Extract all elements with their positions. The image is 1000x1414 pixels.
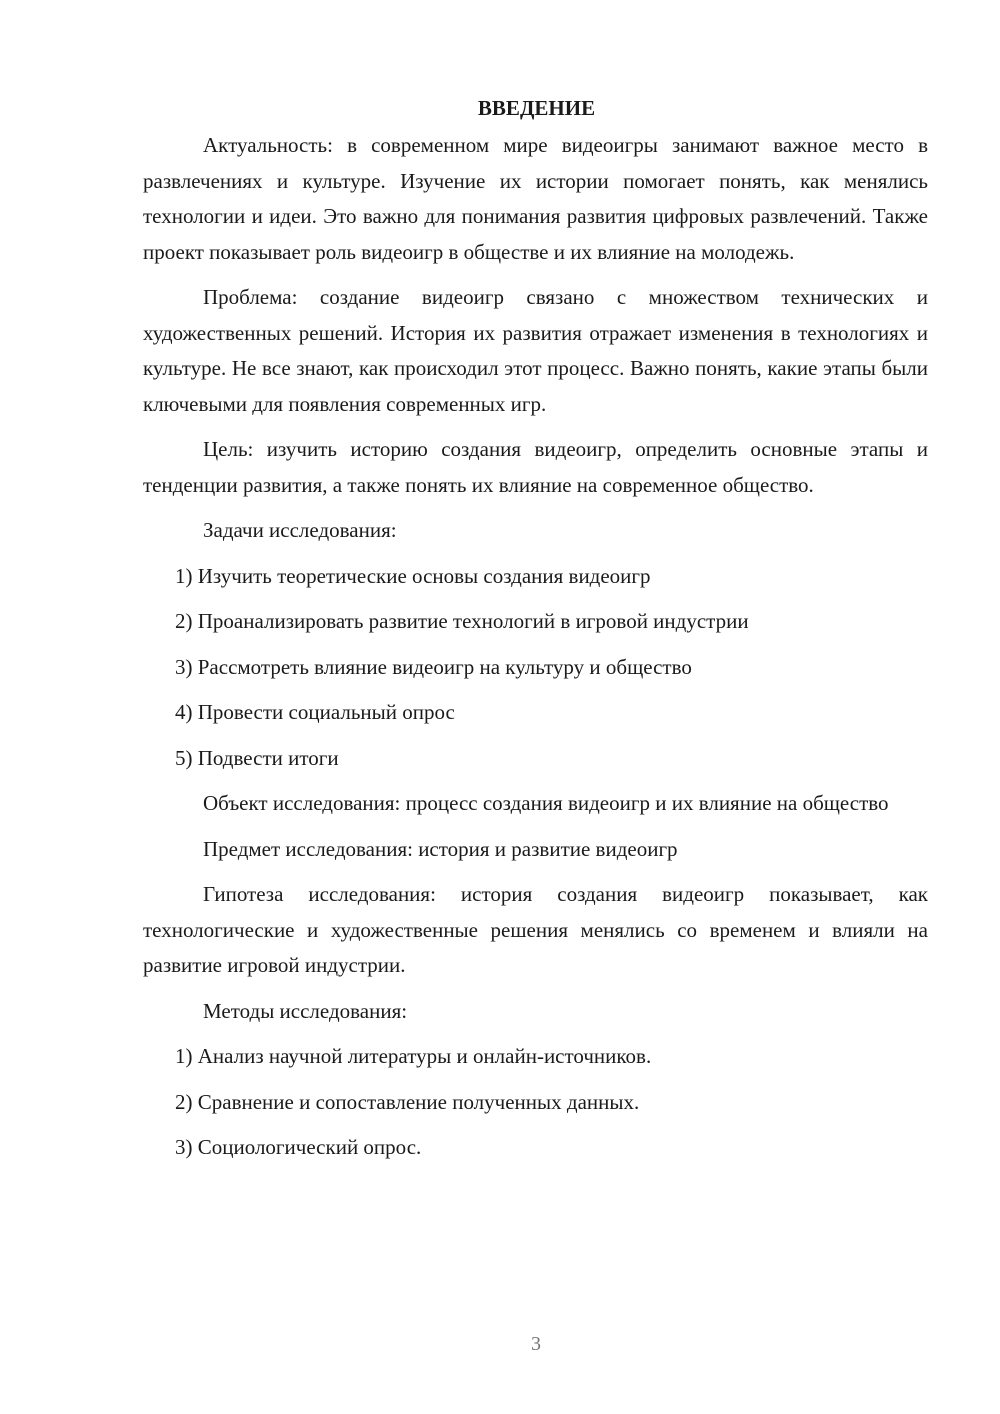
subject-paragraph: Предмет исследования: история и развитие видеоигр (203, 836, 678, 861)
document-page (143, 92, 928, 1176)
methods-list (143, 1039, 928, 1166)
list-item: 4) Провести социальный опрос (175, 700, 455, 724)
tasks-label: Задачи исследования: (203, 518, 397, 542)
list-item: 2) Сравнение и сопоставление полученных данных. (175, 1089, 640, 1114)
list-item: 1) Изучить теоретические основы создания видеоигр (175, 563, 651, 588)
list-item: 3) Рассмотреть влияние видеоигр на культуру и общество (175, 654, 692, 679)
list-item: 2) Проанализировать развитие технологий в игровой индустрии (175, 609, 749, 633)
tasks-list (143, 559, 928, 777)
list-item: 3) Социологический опрос. (175, 1135, 422, 1159)
hypothesis-paragraph: Гипотеза исследования: история создания видеоигр показывает, как технологические и художественные решения менялись со временем и влияли на развитие игровой индустрии. (143, 882, 928, 977)
methods-label: Методы исследования: (203, 998, 408, 1023)
goal-paragraph: Цель: изучить историю создания видеоигр, определить основные этапы и тенденции развития, а также понять их влияние на современное общество. (143, 437, 928, 497)
relevance-paragraph: Актуальность: в современном мире видеоигры занимают важное место в развлечениях и культуре. Изучение их истории помогает понять, как менялись технологии и идеи. Это важно для понимания развития цифровых развлечений. Также проект показывает роль видеоигр в обществе и их влияние на молодежь. (143, 133, 928, 264)
object-paragraph: Объект исследования: процесс создания видеоигр и их влияние на общество (203, 791, 889, 815)
list-item: 1) Анализ научной литературы и онлайн-источников. (175, 1044, 652, 1068)
section-heading: ВВЕДЕНИЕ (477, 96, 596, 120)
list-item: 5) Подвести итоги (175, 745, 339, 770)
page-number: 3 (531, 1333, 541, 1355)
problem-paragraph: Проблема: создание видеоигр связано с множеством технических и художественных решений. История их развития отражает изменения в технологиях и культуре. Не все знают, как происходил этот процесс. Важно понять, какие этапы были ключевыми для появления современных игр. (143, 285, 928, 416)
